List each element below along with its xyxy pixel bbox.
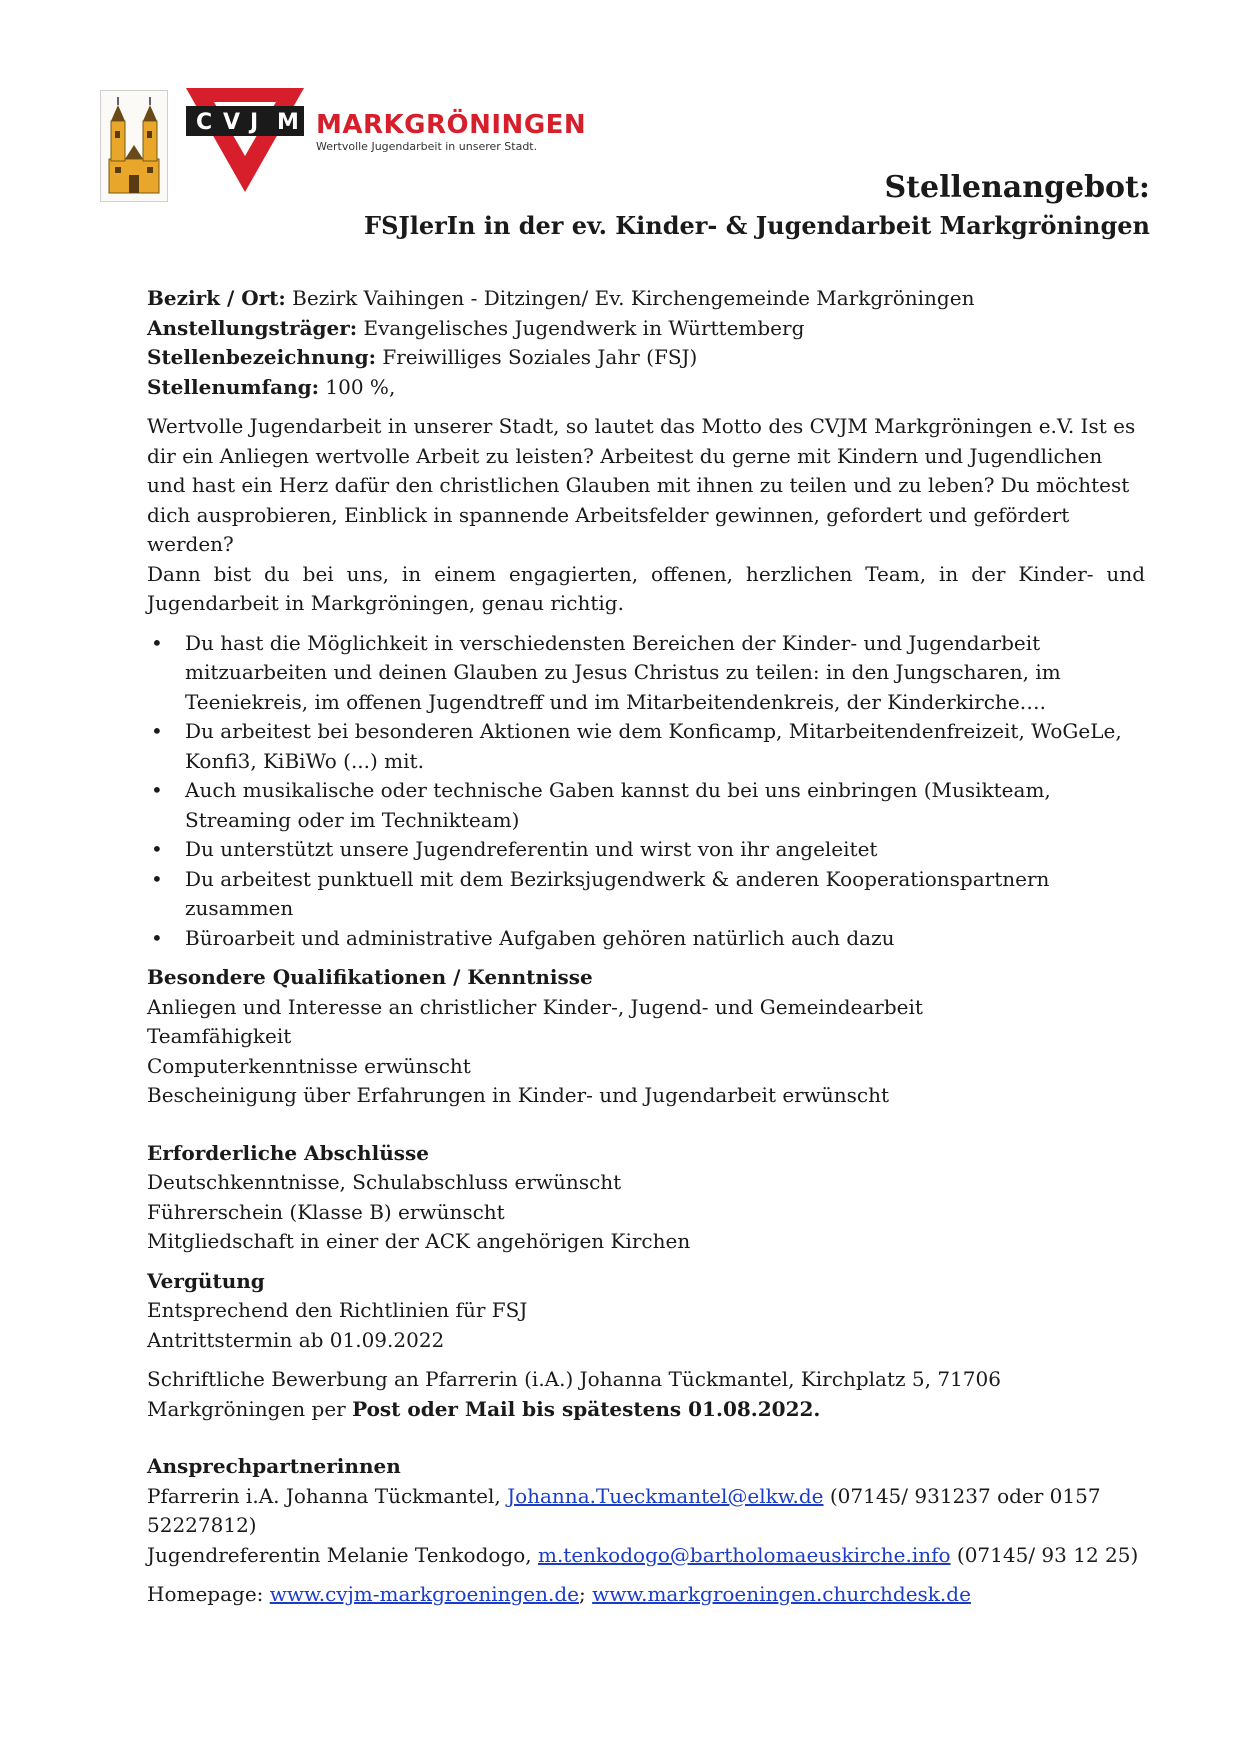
homepage-label: Homepage:	[147, 1582, 270, 1606]
list-item: • Büroarbeit und administrative Aufgaben gehören natürlich auch dazu	[147, 924, 1145, 954]
contacts-heading: Ansprechpartnerinnen	[147, 1454, 401, 1478]
contact-phone: (07145/ 931237 oder 0157 52227812)	[147, 1483, 1101, 1537]
compensation-item: Entsprechend den Richtlinien für FSJ	[147, 1298, 528, 1322]
fact-row	[147, 343, 1145, 373]
fact-value: Evangelisches Jugendwerk in Württemberg	[357, 315, 805, 340]
list-item: • Du arbeitest bei besonderen Aktionen wie dem Konficamp, Mitarbeitendenfreizeit, WoGeLe, Konfi3, KiBiWo (...) mit.	[147, 717, 1145, 776]
fact-label: Stellenumfang:	[147, 374, 320, 399]
homepage-separator: ;	[579, 1582, 593, 1606]
fact-label: Stellenbezeichnung:	[147, 345, 376, 369]
application-instructions: Schriftliche Bewerbung an Pfarrerin (i.A.) Johanna Tückmantel, Kirchplatz 5, 71706 Markgröningen per	[147, 1367, 1001, 1421]
application-text	[147, 1365, 1145, 1424]
contact-youth-worker	[147, 1541, 1145, 1571]
fact-row	[147, 314, 1145, 344]
contact-name: Jugendreferentin Melanie Tenkodogo,	[147, 1542, 538, 1567]
fact-value: Bezirk Vaihingen - Ditzingen/ Ev. Kirchengemeinde Markgröningen	[285, 286, 975, 310]
contact-name: Pfarrerin i.A. Johanna Tückmantel,	[147, 1483, 508, 1508]
fact-row	[147, 284, 1145, 314]
logo-slogan: Wertvolle Jugendarbeit in unserer Stadt.	[316, 140, 538, 153]
town-crest-icon	[100, 90, 168, 202]
qualification-item: Computerkenntnisse erwünscht	[147, 1053, 471, 1078]
homepage-line	[147, 1580, 1145, 1610]
qualification-item: Teamfähigkeit	[147, 1024, 292, 1048]
logo-letter-j: J	[250, 110, 259, 135]
requirement-item: Mitgliedschaft in einer der ACK angehörigen Kirchen	[147, 1229, 691, 1253]
homepage-link-churchdesk[interactable]: www.markgroeningen.churchdesk.de	[592, 1582, 971, 1606]
page-subtitle: FSJlerIn in der ev. Kinder- & Jugendarbeit Markgröningen	[364, 211, 1150, 240]
application-deadline: Post oder Mail bis spätestens 01.08.2022.	[352, 1396, 821, 1421]
requirement-item: Führerschein (Klasse B) erwünscht	[147, 1199, 505, 1224]
list-item: • Du hast die Möglichkeit in verschiedensten Bereichen der Kinder- und Jugendarbeit mitzuarbeiten und deinen Glauben zu Jesus Christus zu teilen: in den Jungscharen, im Teeniekreis, im offenen Jugendtreff und im Mitarbeitendenkreis, der Kinderkirche….	[147, 629, 1145, 718]
logo-letter-c: C	[196, 110, 213, 135]
intro-paragraph-2: Dann bist du bei uns, in einem engagierten, offenen, herzlichen Team, in der Kinder- und Jugendarbeit in Markgröningen, genau richtig.	[147, 561, 1145, 615]
email-link-pastor[interactable]: Johanna.Tueckmantel@elkw.de	[507, 1483, 824, 1508]
task-list	[147, 629, 1145, 954]
page-title: Stellenangebot:	[884, 170, 1150, 205]
document-body	[147, 284, 1145, 1610]
requirements-heading: Erforderliche Abschlüsse	[147, 1140, 429, 1165]
headline	[364, 168, 1150, 244]
compensation-item: Antrittstermin ab 01.09.2022	[147, 1327, 445, 1352]
contact-phone: (07145/ 93 12 25)	[950, 1542, 1139, 1567]
fact-row	[147, 373, 1145, 403]
logo-letter-v: V	[223, 110, 241, 135]
contact-pastor	[147, 1482, 1145, 1541]
fact-label: Bezirk / Ort:	[147, 286, 286, 310]
qualifications-heading: Besondere Qualifikationen / Kenntnisse	[147, 965, 593, 989]
compensation-heading: Vergütung	[147, 1268, 265, 1293]
fact-label: Anstellungsträger:	[147, 315, 358, 340]
intro-paragraph: Wertvolle Jugendarbeit in unserer Stadt, so lautet das Motto des CVJM Markgröningen e.V. Ist es dir ein Anliegen wertvolle Arbeit zu leisten? Arbeitest du gerne mit Kindern und Jugendlichen und hast ein Herz dafür den christlichen Glauben mit ihnen zu teilen und zu leben? Du möchtest dich ausprobieren, Einblick in spannende Arbeitsfelder gewinnen, gefordert und gefördert werden?	[147, 414, 1136, 556]
list-item: • Du arbeitest punktuell mit dem Bezirksjugendwerk & anderen Kooperationspartnern zusammen	[147, 865, 1145, 924]
logo-letter-m: M	[277, 110, 299, 135]
fact-value: Freiwilliges Soziales Jahr (FSJ)	[375, 345, 698, 369]
logo-org-name: MARKGRÖNINGEN	[316, 110, 587, 140]
email-link-youth-worker[interactable]: m.tenkodogo@bartholomaeuskirche.info	[537, 1542, 951, 1567]
list-item: • Auch musikalische oder technische Gaben kannst du bei uns einbringen (Musikteam, Streaming oder im Technikteam)	[147, 776, 1145, 835]
fact-value: 100 %,	[319, 374, 396, 399]
list-item: • Du unterstützt unsere Jugendreferentin und wirst von ihr angeleitet	[147, 835, 1145, 865]
qualification-item: Anliegen und Interesse an christlicher Kinder-, Jugend- und Gemeindearbeit	[147, 994, 923, 1019]
homepage-link-cvjm[interactable]: www.cvjm-markgroeningen.de	[269, 1582, 579, 1606]
qualification-item: Bescheinigung über Erfahrungen in Kinder- und Jugendarbeit erwünscht	[147, 1083, 890, 1107]
requirement-item: Deutschkenntnisse, Schulabschluss erwünscht	[147, 1170, 622, 1194]
